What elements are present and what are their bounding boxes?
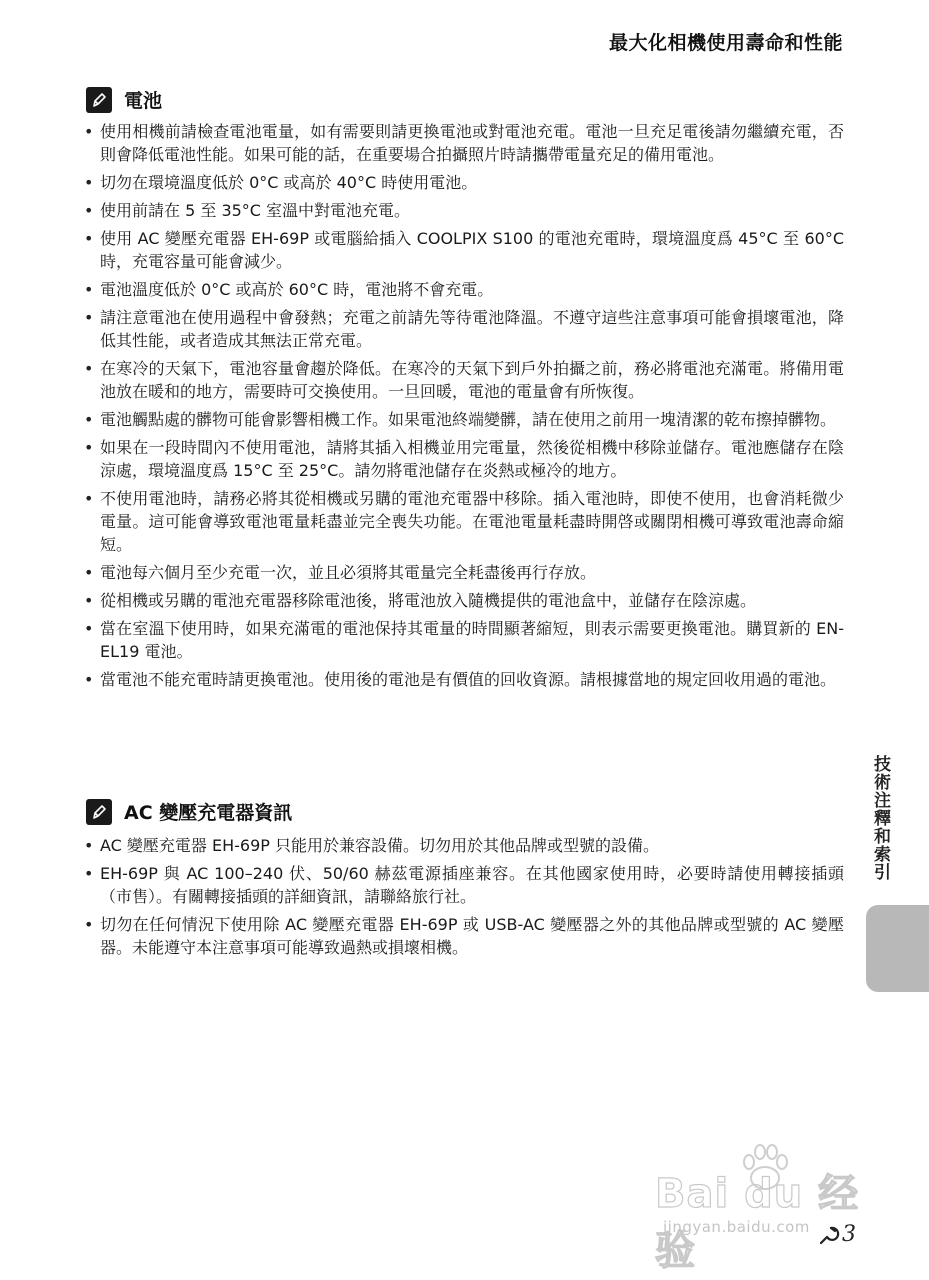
- section-heading-battery: [86, 86, 162, 113]
- list-item: • 電池每六個月至少充電一次，並且必須將其電量完全耗盡後再行存放。: [84, 561, 844, 584]
- watermark-brand: Bai du 经验: [655, 1171, 860, 1274]
- reference-pointer-icon: [818, 1224, 840, 1246]
- list-item: • 從相機或另購的電池充電器移除電池後，將電池放入隨機提供的電池盒中，並儲存在陰涼處。: [84, 589, 844, 612]
- list-item: • 電池溫度低於 0°C 或高於 60°C 時，電池將不會充電。: [84, 278, 844, 301]
- list-item: • 切勿在環境溫度低於 0°C 或高於 40°C 時使用電池。: [84, 171, 844, 194]
- section-heading-ac-adapter: [86, 798, 292, 825]
- list-item: • 切勿在任何情況下使用除 AC 變壓充電器 EH-69P 或 USB-AC 變壓器之外的其他品牌或型號的 AC 變壓器。未能遵守本注意事項可能導致過熱或損壞相機。: [84, 913, 844, 959]
- battery-notes-list: [84, 120, 844, 696]
- section-title: AC 變壓充電器資訊: [124, 802, 293, 824]
- page-number-value: 3: [842, 1222, 856, 1247]
- list-item: • 使用前請在 5 至 35°C 室溫中對電池充電。: [84, 199, 844, 222]
- section-title: 電池: [124, 90, 163, 112]
- list-item: • 在寒冷的天氣下，電池容量會趨於降低。在寒冷的天氣下到戶外拍攝之前，務必將電池充滿電。將備用電池放在暖和的地方，需要時可交換使用。一旦回暖，電池的電量會有所恢復。: [84, 357, 844, 403]
- pencil-note-icon: [86, 799, 112, 825]
- side-tab-label: 技術注釋和索引: [870, 755, 890, 881]
- page-title: 最大化相機使用壽命和性能: [608, 32, 843, 54]
- watermark-url: jingyan.baidu.com: [663, 1218, 810, 1236]
- list-item: • EH-69P 與 AC 100–240 伏、50/60 赫茲電源插座兼容。在其他國家使用時，必要時請使用轉接插頭 （市售）。有關轉接插頭的詳細資訊，請聯絡旅行社。: [84, 862, 844, 908]
- pencil-note-icon: [86, 87, 112, 113]
- list-item: • AC 變壓充電器 EH-69P 只能用於兼容設備。切勿用於其他品牌或型號的設備。: [84, 834, 844, 857]
- list-item: • 使用 AC 變壓充電器 EH-69P 或電腦給插入 COOLPIX S100 的電池充電時，環境溫度爲 45°C 至 60°C 時，充電容量可能會減少。: [84, 227, 844, 273]
- list-item: • 請注意電池在使用過程中會發熱；充電之前請先等待電池降溫。不遵守這些注意事項可能會損壞電池，降低其性能，或者造成其無法正常充電。: [84, 306, 844, 352]
- page-number: [818, 1222, 856, 1247]
- list-item: • 如果在一段時間內不使用電池，請將其插入相機並用完電量，然後從相機中移除並儲存。電池應儲存在陰涼處，環境溫度爲 15°C 至 25°C。請勿將電池儲存在炎熱或極冷的地方。: [84, 436, 844, 482]
- ac-adapter-notes-list: [84, 834, 844, 964]
- side-index-tab[interactable]: [866, 905, 929, 992]
- list-item: • 不使用電池時，請務必將其從相機或另購的電池充電器中移除。插入電池時，即使不使用，也會消耗微少電量。這可能會導致電池電量耗盡並完全喪失功能。在電池電量耗盡時開啓或關閉相機可導致電池壽命縮短。: [84, 487, 844, 556]
- list-item: • 使用相機前請檢查電池電量，如有需要則請更換電池或對電池充電。電池一旦充足電後請勿繼續充電，否則會降低電池性能。如果可能的話，在重要場合拍攝照片時請攜帶電量充足的備用電池。: [84, 120, 844, 166]
- list-item: • 電池觸點處的髒物可能會影響相機工作。如果電池終端變髒，請在使用之前用一塊清潔的乾布擦掉髒物。: [84, 408, 844, 431]
- list-item: • 當電池不能充電時請更換電池。使用後的電池是有價值的回收資源。請根據當地的規定回收用過的電池。: [84, 668, 844, 691]
- list-item: • 當在室溫下使用時，如果充滿電的電池保持其電量的時間顯著縮短，則表示需要更換電池。購買新的 EN-EL19 電池。: [84, 617, 844, 663]
